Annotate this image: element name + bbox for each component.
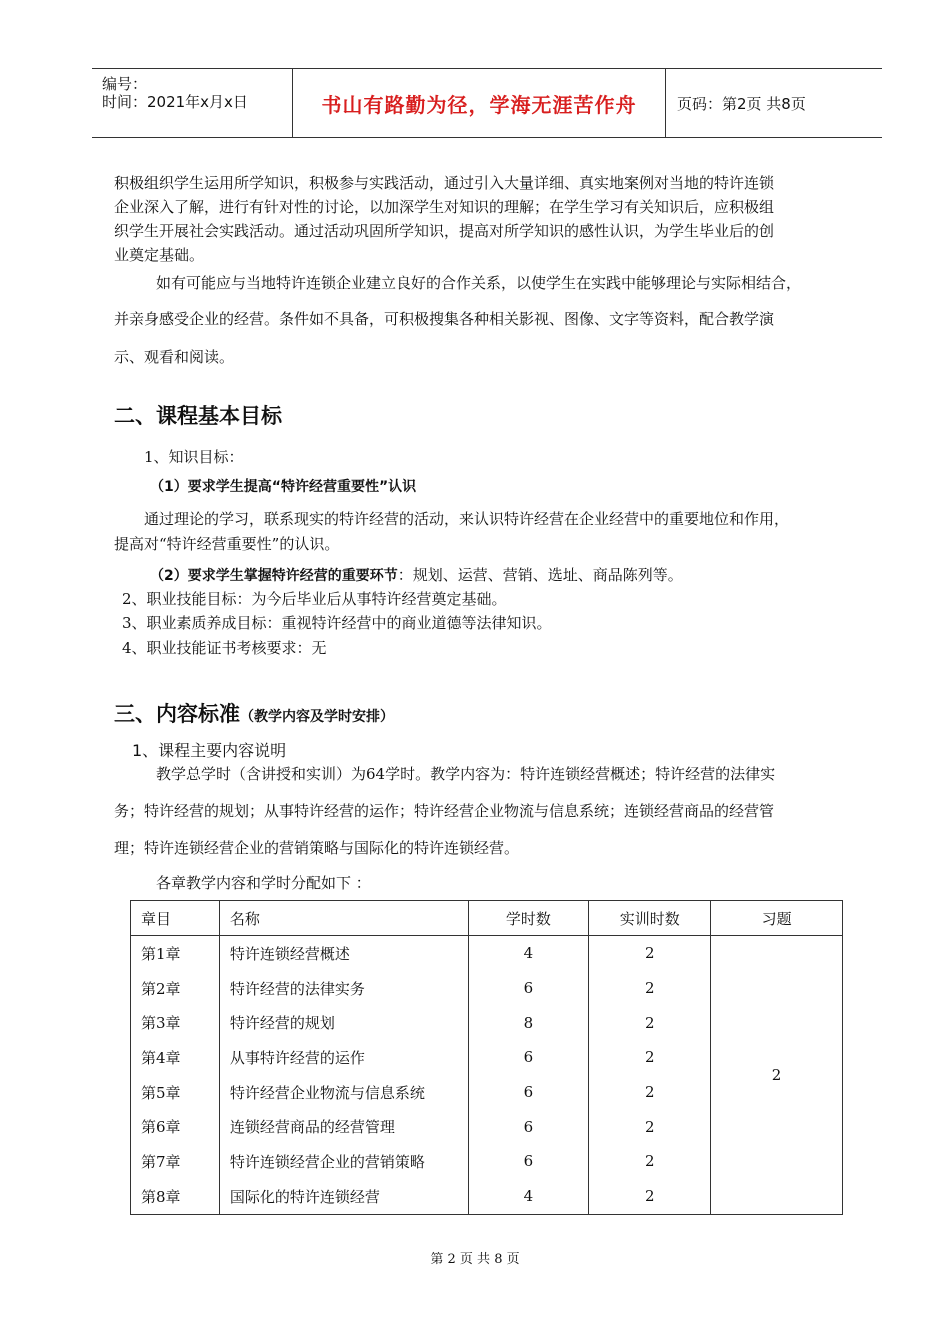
table-header-row (131, 901, 843, 936)
header-motto: 书山有路勤为径，学海无涯苦作舟 (321, 93, 637, 117)
col-header-practice: 实训时数 (589, 901, 711, 936)
intro-line-3: 织学生开展社会实践活动。通过活动巩固所学知识，提高对所学知识的感性认识，为学生毕业后的创 (114, 222, 775, 240)
header-meta (92, 69, 292, 137)
intro-line-7: 示、观看和阅读。 (114, 348, 235, 366)
hours-cell: 6 (468, 1109, 589, 1144)
section-3-title-note: （教学内容及学时安排） (240, 709, 394, 725)
name-cell: 特许经营企业物流与信息系统 (219, 1075, 468, 1110)
col-header-hours: 学时数 (468, 901, 589, 936)
name-cell: 特许连锁经营概述 (219, 936, 468, 971)
hours-cell: 6 (468, 1144, 589, 1179)
practice-cell: 2 (589, 1144, 711, 1179)
header-page-code: 页码：第2页 共8页 (677, 95, 806, 113)
hours-cell: 8 (468, 1005, 589, 1040)
knowledge-item-1-title: （1）要求学生提高“特许经营重要性”认识 (150, 479, 417, 495)
hours-cell: 4 (468, 1179, 589, 1214)
practice-cell: 2 (589, 1179, 711, 1214)
header-page-cell (665, 69, 882, 137)
doc-time: 时间：2021年x月x日 (102, 93, 248, 111)
intro-line-5: 如有可能应与当地特许连锁企业建立良好的合作关系，以使学生在实践中能够理论与实际相结合， (156, 274, 802, 292)
chapter-cell: 第6章 (131, 1109, 220, 1144)
section-2-title: 二、课程基本目标 (114, 404, 282, 428)
section-3-sub-1: 1、课程主要内容说明 (132, 741, 287, 760)
practice-cell: 2 (589, 1109, 711, 1144)
header-motto-cell (292, 69, 666, 137)
practice-cell: 2 (589, 971, 711, 1006)
practice-cell: 2 (589, 1075, 711, 1110)
intro-line-1: 积极组织学生运用所学知识，积极参与实践活动，通过引入大量详细、真实地案例对当地的特许连锁 (114, 174, 775, 192)
goal-4: 4、职业技能证书考核要求：无 (122, 639, 327, 657)
hours-cell: 4 (468, 936, 589, 971)
name-cell: 特许经营的法律实务 (219, 971, 468, 1006)
chapter-cell: 第2章 (131, 971, 220, 1006)
chapter-cell: 第1章 (131, 936, 220, 971)
knowledge-goal: 1、知识目标： (144, 448, 244, 466)
hours-cell: 6 (468, 1040, 589, 1075)
knowledge-item-2 (150, 564, 683, 585)
hours-cell: 6 (468, 971, 589, 1006)
knowledge-item-1-line-2: 提高对“特许经营重要性”的认识。 (114, 535, 340, 553)
knowledge-item-2-title: （2）要求学生掌握特许经营的重要环节 (150, 568, 398, 584)
course-hours-table (130, 900, 843, 1215)
chapter-cell: 第5章 (131, 1075, 220, 1110)
chapter-cell: 第4章 (131, 1040, 220, 1075)
content-line-3: 理；特许连锁经营企业的营销策略与国际化的特许连锁经营。 (114, 839, 520, 857)
chapter-cell: 第8章 (131, 1179, 220, 1214)
goal-3: 3、职业素质养成目标：重视特许经营中的商业道德等法律知识。 (122, 614, 552, 632)
chapter-cell: 第7章 (131, 1144, 220, 1179)
name-cell: 特许经营的规划 (219, 1005, 468, 1040)
table-intro: 各章教学内容和学时分配如下 ： (156, 874, 371, 892)
col-header-name: 名称 (219, 901, 468, 936)
content-line-1: 教学总学时（含讲授和实训）为64学时。教学内容为：特许连锁经营概述；特许经营的法律实 (156, 765, 776, 783)
chapter-cell: 第3章 (131, 1005, 220, 1040)
name-cell: 国际化的特许连锁经营 (219, 1179, 468, 1214)
goal-2: 2、职业技能目标：为今后毕业后从事特许经营奠定基础。 (122, 590, 507, 608)
intro-line-4: 业奠定基础。 (114, 246, 205, 264)
section-3-title (114, 698, 394, 728)
name-cell: 从事特许经营的运作 (219, 1040, 468, 1075)
section-3-title-main: 三、内容标准 (114, 702, 240, 726)
knowledge-item-1-line-1: 通过理论的学习，联系现实的特许经营的活动，来认识特许经营在企业经营中的重要地位和作用， (144, 510, 790, 528)
content-line-2: 务；特许经营的规划；从事特许经营的运作；特许经营企业物流与信息系统；连锁经营商品的经营管 (114, 802, 775, 820)
doc-number-label: 编号： (102, 75, 148, 93)
hours-cell: 6 (468, 1075, 589, 1110)
knowledge-item-2-rest: ：规划、运营、营销、选址、商品陈列等。 (397, 566, 683, 584)
table-row (131, 936, 843, 971)
practice-cell: 2 (589, 1040, 711, 1075)
practice-cell: 2 (589, 936, 711, 971)
exercises-cell: 2 (711, 936, 843, 1215)
practice-cell: 2 (589, 1005, 711, 1040)
col-header-chapter: 章目 (131, 901, 220, 936)
name-cell: 连锁经营商品的经营管理 (219, 1109, 468, 1144)
page-header (92, 68, 882, 138)
intro-line-2: 企业深入了解，进行有针对性的讨论，以加深学生对知识的理解；在学生学习有关知识后，应积极组 (114, 198, 775, 216)
intro-line-6: 并亲身感受企业的经营。条件如不具备，可积极搜集各种相关影视、图像、文字等资料，配合教学演 (114, 310, 775, 328)
name-cell: 特许连锁经营企业的营销策略 (219, 1144, 468, 1179)
page-footer: 第 2 页 共 8 页 (430, 1252, 520, 1267)
col-header-exercises: 习题 (711, 901, 843, 936)
